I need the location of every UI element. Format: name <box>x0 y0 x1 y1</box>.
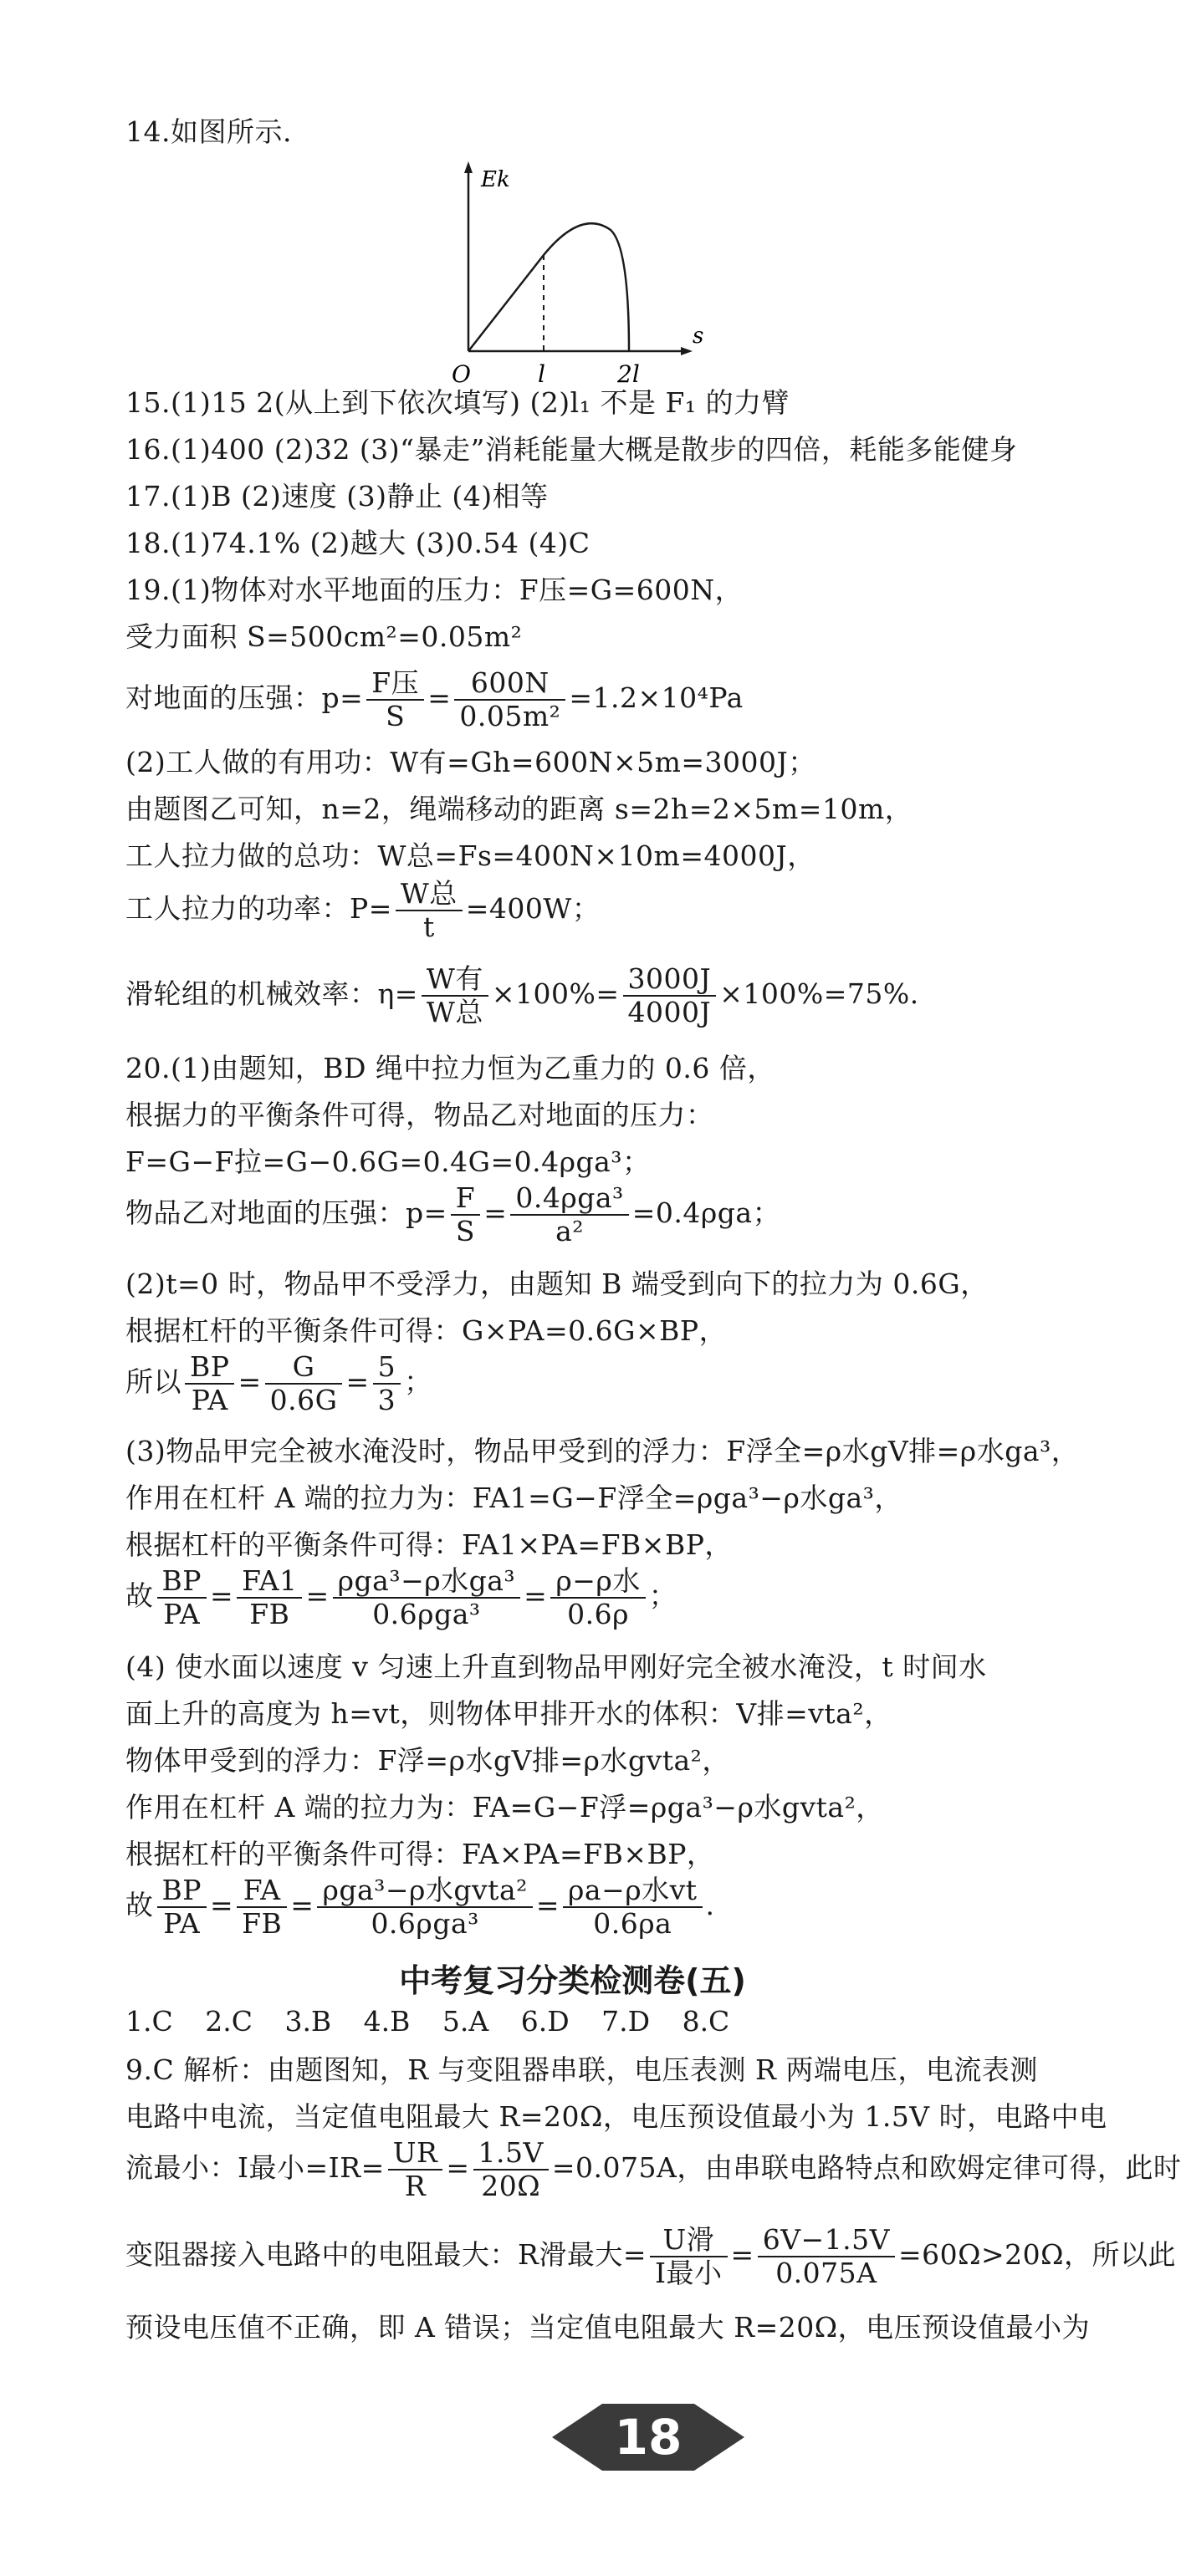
q20-line6: 根据杠杆的平衡条件可得：G×PA=0.6G×BP， <box>125 1314 728 1347</box>
fraction: $\frac{UR}{R}$ <box>388 2137 443 2202</box>
fraction: $\frac{G}{0.6G}$ <box>265 1351 343 1416</box>
page-number: 18 <box>614 2409 683 2466</box>
fraction: $\frac{1.5V}{20\Omega}$ <box>473 2137 549 2202</box>
fraction: $\frac{3000J}{4000J}$ <box>623 963 717 1028</box>
fraction: $\frac{\text{W总}}{t}$ <box>396 878 463 943</box>
q16-answer: 16.(1)400 (2)32 (3)“暴走”消耗能量大概是散步的四倍，耗能多能健身 <box>125 433 1018 466</box>
q20-line11: 故 $\frac{BP}{PA}$ = $\frac{FA1}{FB}$ = $\frac{\text{ρga³−ρ水ga³}}{\text{0.6ρga³}}$ = $\frac{\text{ρ−ρ水}}{0.6\rho}$ ； <box>125 1564 677 1630</box>
ek-curve <box>468 223 629 351</box>
q20-line16: 根据杠杆的平衡条件可得：FA×PA=FB×BP， <box>125 1838 715 1870</box>
q18-answer: 18.(1)74.1% (2)越大 (3)0.54 (4)C <box>125 527 590 559</box>
q20-line10: 根据杠杆的平衡条件可得：FA1×PA=FB×BP， <box>125 1528 733 1561</box>
q20-line14: 物体甲受到的浮力：F浮=ρ水gV排=ρ水gvta²， <box>125 1744 730 1777</box>
fraction: $\frac{\text{ρga³−ρ水gvta²}}{\text{0.6ρga³}}$ <box>317 1875 532 1940</box>
fraction: $\frac{BP}{PA}$ <box>185 1351 234 1416</box>
q19-line6: 工人拉力做的总功：W总=Fs=400N×10m=4000J， <box>125 839 815 872</box>
q19-line8: 滑轮组的机械效率：η= $\frac{\text{W有}}{\text{W总}}$ ×100%= $\frac{3000J}{4000J}$ ×100%=75%. <box>125 962 919 1028</box>
q9-line1: 9.C 解析：由题图知，R 与变阻器串联，电压表测 R 两端电压，电流表测 <box>125 2053 1038 2086</box>
q17-answer: 17.(1)B (2)速度 (3)静止 (4)相等 <box>125 480 549 513</box>
fraction: $\frac{600N}{\text{0.05m²}}$ <box>454 667 565 732</box>
q14-text: 14.如图所示. <box>125 115 292 148</box>
fraction: $\frac{FA1}{FB}$ <box>237 1565 302 1630</box>
q20-line17: 故 $\frac{BP}{PA}$ = $\frac{FA}{FB}$ = $\frac{\text{ρga³−ρ水gvta²}}{\text{0.6ρga³}}$ = $\frac{\text{ρa−ρ水vt}}{0.6\rho a}$ . <box>125 1874 715 1940</box>
tick-2l-label: 2l <box>617 360 640 388</box>
q20-line15: 作用在杠杆 A 端的拉力为：FA=G−F浮=ρga³−ρ水gvta²， <box>125 1791 884 1824</box>
fraction: $\frac{\text{U滑}}{\text{I最小}}$ <box>650 2224 728 2289</box>
kinetic-energy-graph <box>435 155 711 393</box>
q20-line9: 作用在杠杆 A 端的拉力为：FA1=G−F浮全=ρga³−ρ水ga³， <box>125 1482 902 1514</box>
y-axis-label: Ek <box>481 167 510 192</box>
x-axis-label: s <box>693 324 704 349</box>
fraction: $\frac{BP}{PA}$ <box>157 1875 207 1940</box>
q19-line3: 对地面的压强：p= $\frac{\text{F压}}{S}$ = $\frac{600N}{\text{0.05m²}}$ =1.2×10⁴Pa <box>125 666 744 732</box>
fraction: $\frac{\text{ρga³−ρ水ga³}}{\text{0.6ρga³}}$ <box>333 1565 521 1630</box>
fraction: $\frac{F}{S}$ <box>451 1182 480 1247</box>
tick-l-label: l <box>538 360 545 388</box>
q20-line2: 根据力的平衡条件可得，物品乙对地面的压力： <box>125 1099 714 1131</box>
q20-line12: (4) 使水面以速度 v 匀速上升直到物品甲刚好完全被水淹没，t 时间水 <box>125 1650 987 1683</box>
fraction: $\frac{\text{ρa−ρ水vt}}{0.6\rho a}$ <box>563 1875 703 1940</box>
q20-line4: 物品乙对地面的压强：p= $\frac{F}{S}$ = $\frac{\text{0.4ρga³}}{\text{a²}}$ =0.4ρga； <box>125 1181 781 1247</box>
fraction: $\frac{\text{W有}}{\text{W总}}$ <box>422 963 488 1028</box>
q20-line13: 面上升的高度为 h=vt，则物体甲排开水的体积：V排=vta²， <box>125 1697 892 1730</box>
q19-line5: 由题图乙可知，n=2，绳端移动的距离 s=2h=2×5m=10m， <box>125 793 913 825</box>
q20-line1: 20.(1)由题知，BD 绳中拉力恒为乙重力的 0.6 倍， <box>125 1052 775 1084</box>
fraction: $\frac{\text{F压}}{S}$ <box>366 667 424 732</box>
q20-line7: 所以 $\frac{BP}{PA}$ = $\frac{G}{0.6G}$ = $\frac{5}{3}$ ； <box>125 1350 432 1416</box>
fraction: $\frac{5}{3}$ <box>373 1351 401 1416</box>
q19-line2: 受力面积 S=500cm²=0.05m² <box>125 620 523 653</box>
q9-line2: 电路中电流，当定值电阻最大 R=20Ω，电压预设值最小为 1.5V 时，电路中电 <box>125 2100 1107 2133</box>
q19-line7: 工人拉力的功率：P= $\frac{\text{W总}}{t}$ =400W； <box>125 877 601 943</box>
q20-line3: F=G−F拉=G−0.6G=0.4G=0.4ρga³； <box>125 1145 651 1178</box>
fraction: $\frac{\text{ρ−ρ水}}{0.6\rho}$ <box>550 1565 645 1630</box>
q20-line5: (2)t=0 时，物品甲不受浮力，由题知 B 端受到向下的拉力为 0.6G， <box>125 1268 989 1300</box>
origin-label: O <box>452 360 471 388</box>
q9-line5: 预设电压值不正确，即 A 错误；当定值电阻最大 R=20Ω，电压预设值最小为 <box>125 2311 1091 2344</box>
q15-answer: 15.(1)15 2(从上到下依次填写) (2)l₁ 不是 F₁ 的力臂 <box>125 386 790 419</box>
fraction: $\frac{\text{0.4ρga³}}{\text{a²}}$ <box>510 1182 628 1247</box>
y-axis-arrow <box>464 161 473 173</box>
x-axis-arrow <box>681 347 693 355</box>
fraction: $\frac{BP}{PA}$ <box>157 1565 207 1630</box>
q9-line4: 变阻器接入电路中的电阻最大：R滑最大= $\frac{\text{U滑}}{\text{I最小}}$ = $\frac{6V-1.5V}{0.075A}$ =60Ω>20Ω，所以此 <box>125 2223 1177 2289</box>
mcq-answers: 1.C 2.C 3.B 4.B 5.A 6.D 7.D 8.C <box>125 2005 730 2038</box>
q20-line8: (3)物品甲完全被水淹没时，物品甲受到的浮力：F浮全=ρ水gV排=ρ水ga³， <box>125 1435 1080 1467</box>
fraction: $\frac{6V-1.5V}{0.075A}$ <box>758 2224 895 2289</box>
q19-line4: (2)工人做的有用功：W有=Gh=600N×5m=3000J； <box>125 746 816 778</box>
fraction: $\frac{FA}{FB}$ <box>237 1875 287 1940</box>
q19-line1: 19.(1)物体对水平地面的压力：F压=G=600N， <box>125 574 744 606</box>
section-title: 中考复习分类检测卷(五) <box>399 1962 746 1999</box>
q9-line3: 流最小：I最小=IR= $\frac{UR}{R}$ = $\frac{1.5V}{20\Omega}$ =0.075A，由串联电路特点和欧姆定律可得，此时 <box>125 2136 1181 2202</box>
